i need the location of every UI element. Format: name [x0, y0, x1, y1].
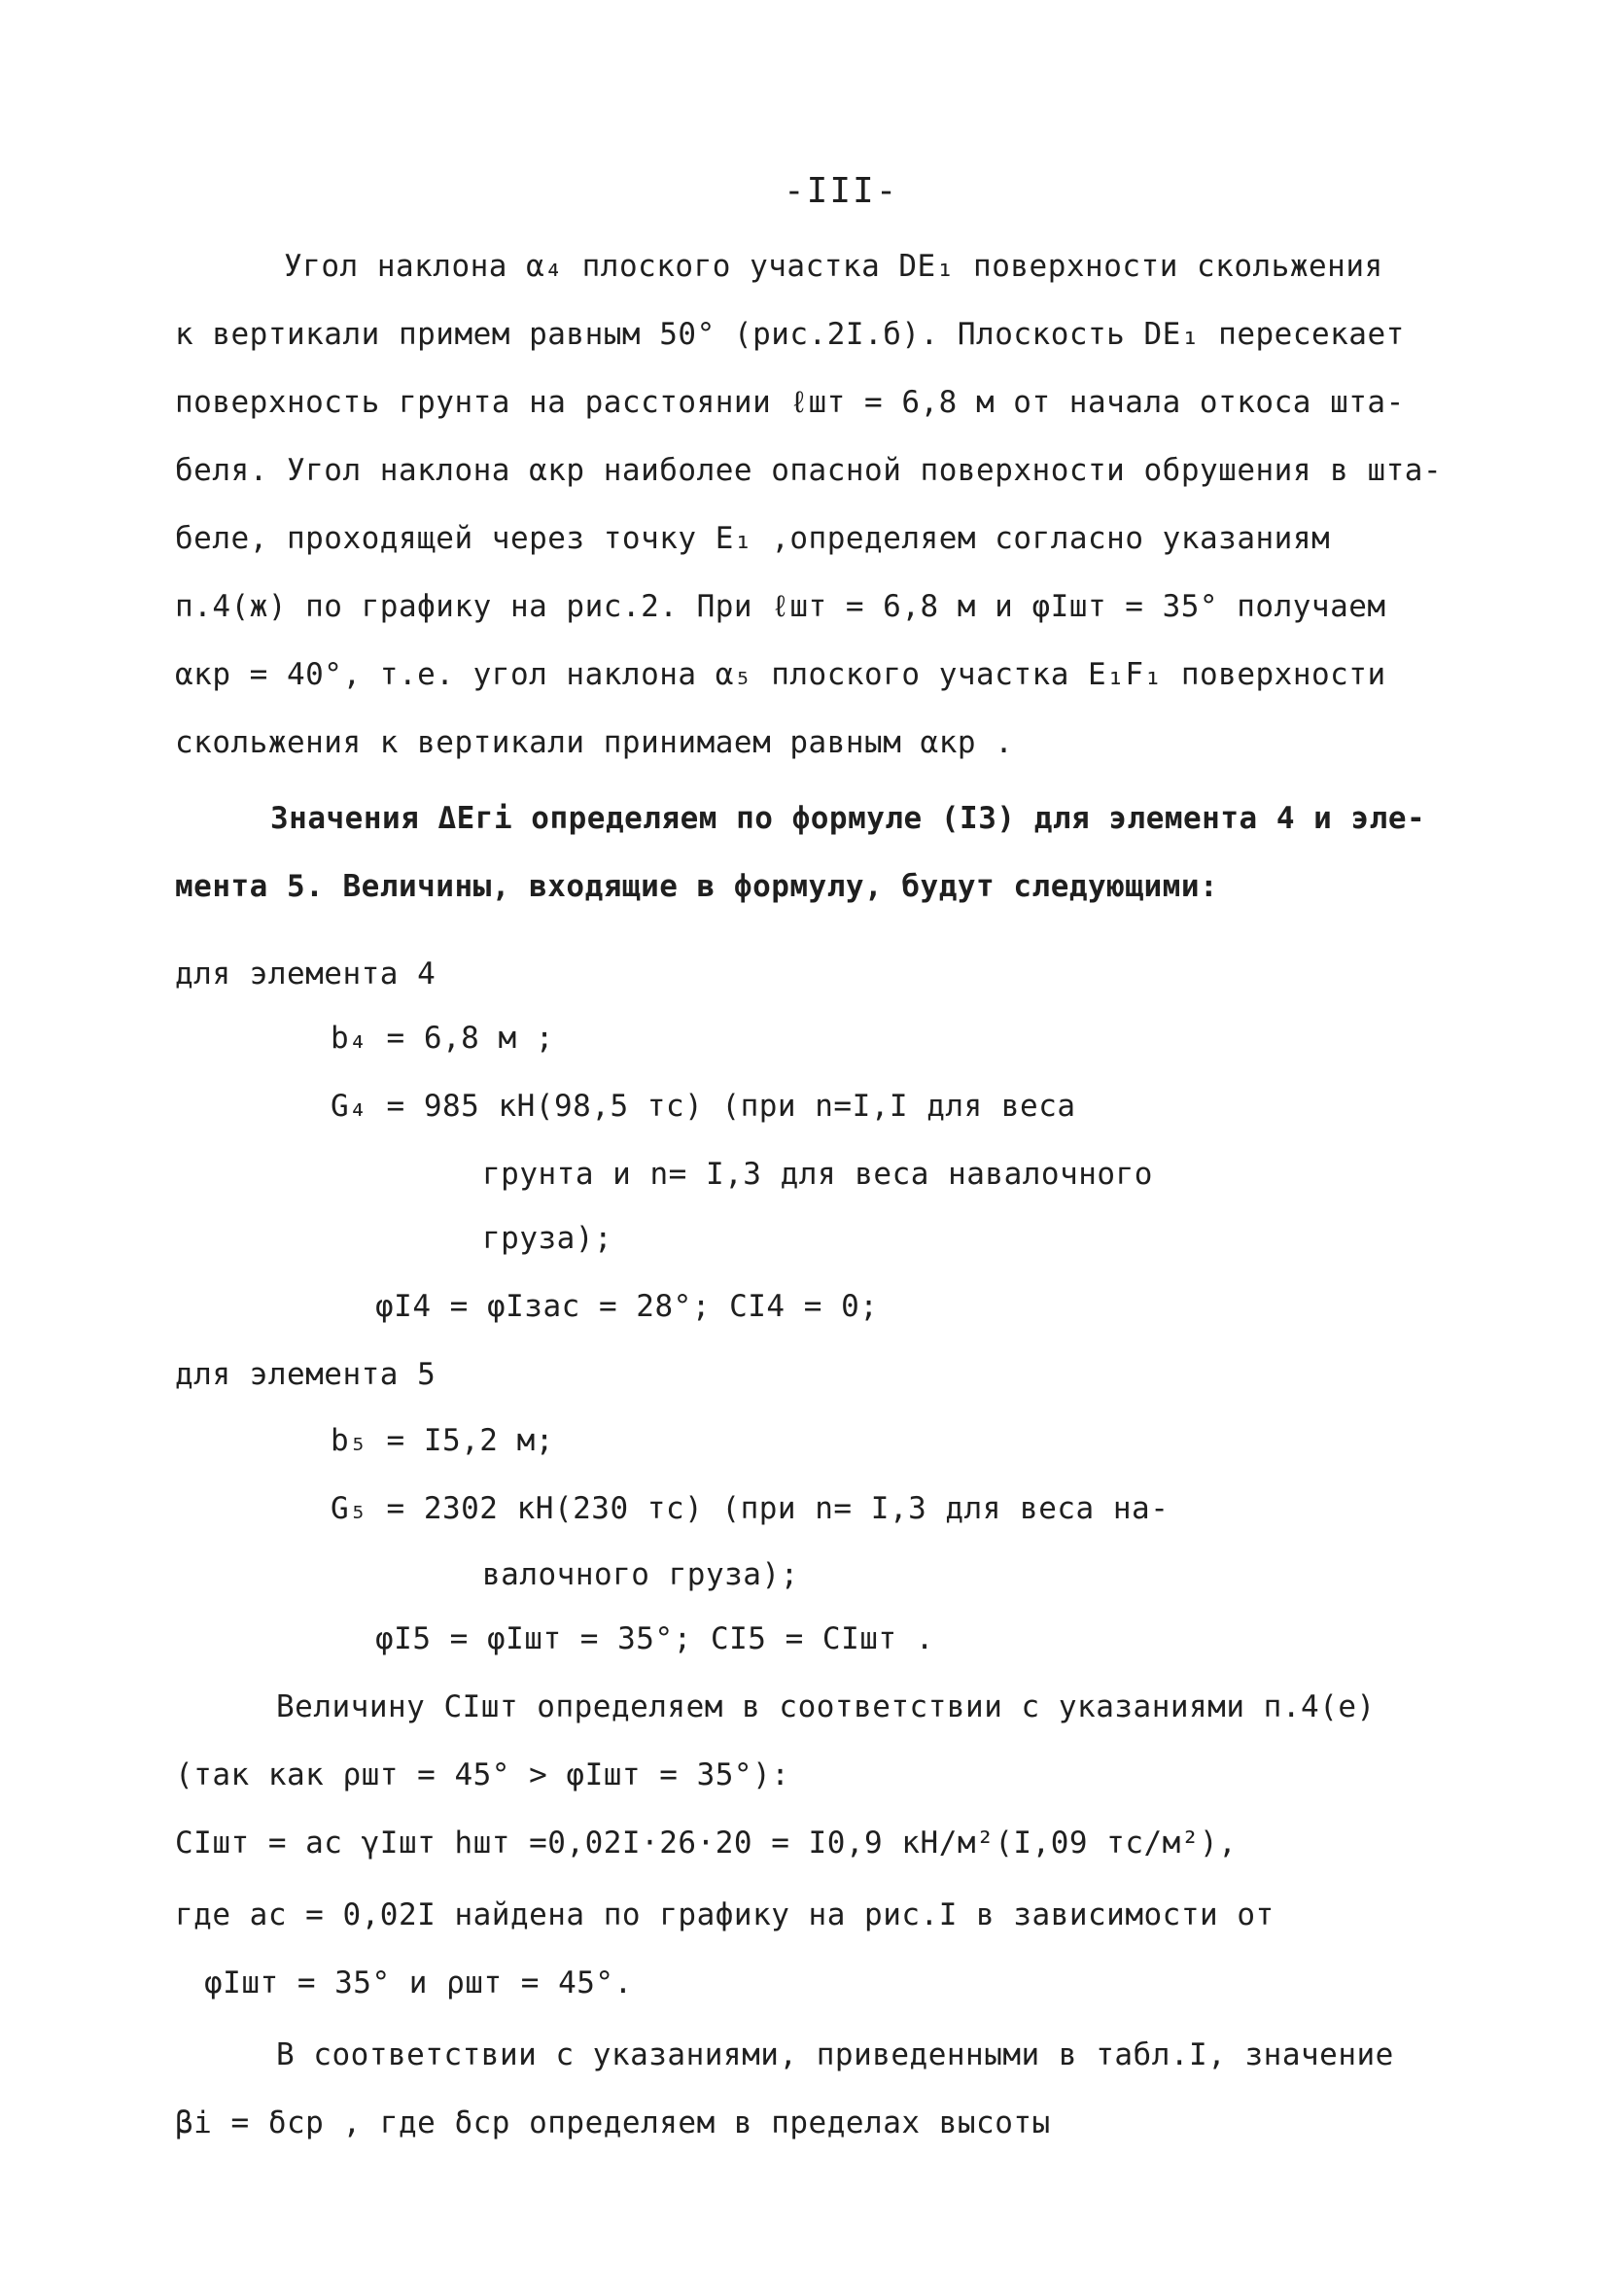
paragraph-1-line-6: п.4(ж) по графику на рис.2. При ℓшт = 6,8 м и φIшт = 35° получаем	[175, 589, 1386, 624]
paragraph-1-line-8: скольжения к вертикали принимаем равным αкр .	[175, 725, 1014, 760]
paragraph-2-line-2: мента 5. Величины, входящие в формулу, будут следующими:	[175, 869, 1219, 904]
paragraph-3-line-2: (так как ρшт = 45° > φIшт = 35°):	[175, 1757, 790, 1792]
paragraph-1-line-1: Угол наклона α₄ плоского участка DE₁ поверхности скольжения	[284, 249, 1383, 284]
element-4-friction: φI4 = φIзас = 28°; CI4 = 0;	[375, 1289, 879, 1324]
element-4-weight: G₄ = 985 кН(98,5 тс) (при n=I,I для веса	[331, 1089, 1076, 1124]
paragraph-1-line-3: поверхность грунта на расстоянии ℓшт = 6,8 м от начала откоса шта-	[175, 385, 1405, 420]
paragraph-4-line-1: В соответствии с указаниями, приведенными в табл.I, значение	[276, 2037, 1394, 2072]
element-4-weight-cont-2: груза);	[482, 1221, 613, 1256]
element-4-heading: для элемента 4	[175, 957, 437, 991]
paragraph-3-line-5: φIшт = 35° и ρшт = 45°.	[204, 1966, 633, 2000]
paragraph-1-line-4: беля. Угол наклона αкр наиболее опасной поверхности обрушения в шта-	[175, 453, 1443, 488]
element-5-weight-cont: валочного груза);	[482, 1557, 799, 1592]
element-5-width: b₅ = I5,2 м;	[331, 1423, 554, 1458]
element-5-friction: φI5 = φIшт = 35°; CI5 = CIшт .	[375, 1621, 934, 1656]
paragraph-3-line-4: где ac = 0,02I найдена по графику на рис.I в зависимости от	[175, 1897, 1275, 1932]
element-5-heading: для элемента 5	[175, 1357, 437, 1392]
paragraph-2-line-1: Значения ΔEгi определяем по формуле (I3) для элемента 4 и эле-	[270, 801, 1426, 836]
paragraph-1-line-5: беле, проходящей через точку E₁ ,определяем согласно указаниям	[175, 521, 1331, 556]
cohesion-formula: CIшт = ac γIшт hшт =0,02I·26·20 = I0,9 кН/м²(I,09 тс/м²),	[175, 1826, 1238, 1861]
element-4-weight-cont-1: грунта и n= I,3 для веса навалочного	[482, 1157, 1153, 1192]
element-4-width: b₄ = 6,8 м ;	[331, 1021, 554, 1056]
paragraph-1-line-2: к вертикали примем равным 50° (рис.2I.б). Плоскость DE₁ пересекает	[175, 317, 1405, 352]
paragraph-3-line-1: Величину CIшт определяем в соответствии с указаниями п.4(е)	[276, 1689, 1376, 1724]
page-number: -III-	[784, 171, 899, 211]
element-5-weight: G₅ = 2302 кН(230 тс) (при n= I,3 для веса на-	[331, 1491, 1170, 1526]
paragraph-4-line-2: βi = δср , где δср определяем в пределах высоты	[175, 2105, 1051, 2140]
paragraph-1-line-7: αкр = 40°, т.е. угол наклона α₅ плоского участка E₁F₁ поверхности	[175, 657, 1386, 692]
